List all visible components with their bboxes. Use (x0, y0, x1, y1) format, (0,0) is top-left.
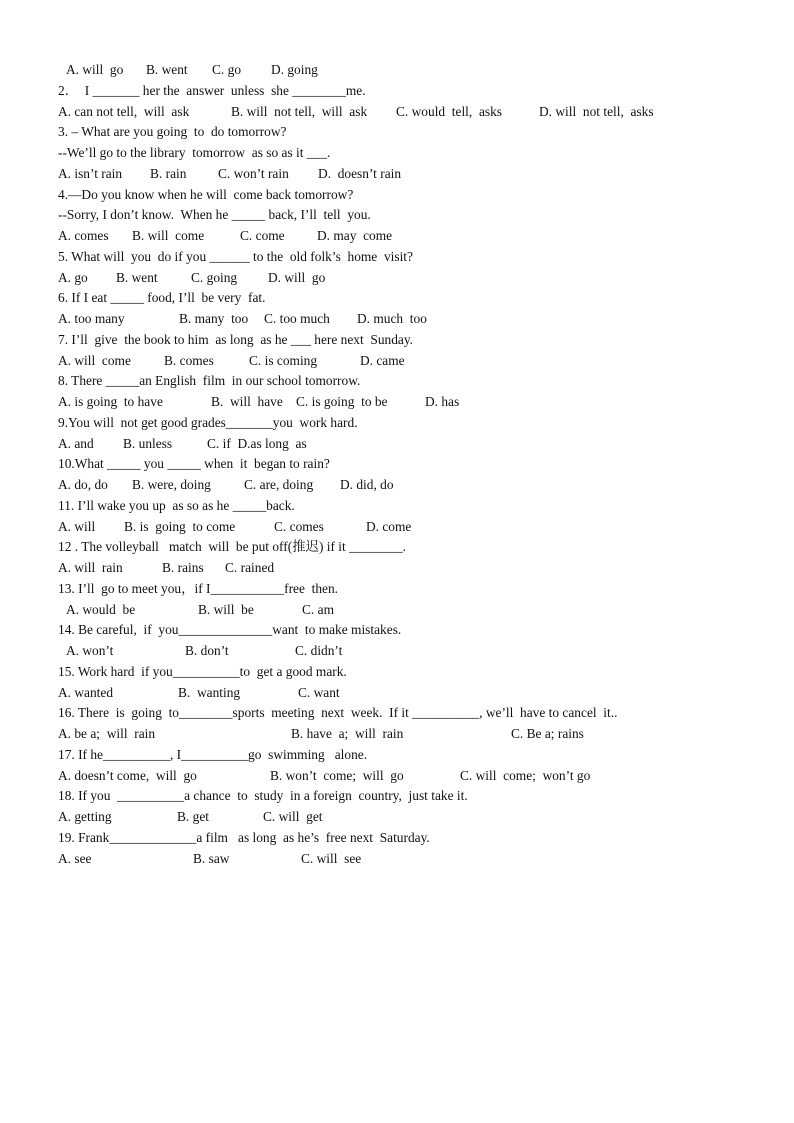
answer-option: A. will (58, 518, 96, 534)
question-line: 4.—Do you know when he will come back tomorrow? (58, 186, 354, 202)
answer-option: B. many too (179, 311, 249, 326)
answer-option: B. will not tell, will ask (231, 103, 368, 119)
answer-option: D. much too (357, 311, 427, 326)
question-line: 8. There _____an English film in our school tomorrow. (58, 373, 361, 389)
answer-option: D. going (271, 62, 318, 77)
answer-option: B. have a; will rain (291, 726, 404, 741)
question-line: 10.What _____ you _____ when it began to rain? (58, 456, 330, 472)
answer-option: C. Be a; rains (511, 726, 584, 741)
question-line: 5. What will you do if you ______ to the old folk’s home visit? (58, 248, 413, 264)
answer-option: A. will go (66, 62, 124, 77)
question-line: 12 . The volleyball match will be put off(推迟) if it ________. (58, 539, 406, 555)
answer-option: B. went (116, 269, 158, 285)
answer-option: C. rained (225, 560, 275, 575)
answer-option: C. won’t rain (218, 165, 289, 181)
question-line: 13. I’ll go to meet you，if I___________free then. (58, 580, 339, 596)
answer-option: A. go (58, 269, 88, 285)
question-line: 2． I _______ her the answer unless she ________me. (58, 82, 366, 98)
answer-option: B. will be (198, 601, 254, 617)
answer-option: C. will come; won’t go (460, 767, 591, 783)
answer-option: B. unless (123, 435, 173, 451)
answer-option: B. won’t come; will go (270, 767, 404, 783)
answer-option: C. will see (301, 850, 362, 866)
answer-option: B. wanting (178, 684, 241, 700)
answer-option: A. doesn’t come, will go (58, 767, 197, 783)
answer-option: A. and (58, 435, 94, 451)
answer-option: A. do, do (58, 477, 108, 492)
answer-option: B. were, doing (132, 477, 211, 492)
answer-option: C. if D.as long as (207, 435, 307, 451)
answer-option: A. wanted (58, 684, 114, 700)
answer-option: C. didn’t (295, 643, 343, 658)
question-line: 14. Be careful, if you______________want to make mistakes. (58, 622, 402, 638)
answer-option: D. came (360, 352, 405, 368)
answer-option: D. doesn’t rain (318, 165, 402, 181)
answer-option: D. may come (317, 228, 393, 243)
answer-option: A. will come (58, 352, 131, 368)
answer-option: B. rains (162, 560, 204, 575)
answer-option: D. has (425, 394, 460, 409)
question-line: --Sorry, I don’t know. When he _____ back, I’ll tell you. (58, 207, 371, 223)
answer-option: C. is coming (249, 352, 318, 368)
answer-option: C. am (302, 601, 334, 617)
answer-option: B. saw (193, 850, 230, 866)
answer-option: C. going (191, 269, 238, 285)
answer-option: C. go (212, 62, 242, 77)
question-line: 7. I’ll give the book to him as long as he ___ here next Sunday. (58, 331, 414, 347)
answer-option: B. is going to come (124, 518, 236, 534)
answer-option: C. is going to be (296, 394, 388, 409)
answer-option: A. be a; will rain (58, 726, 156, 741)
answer-option: C. will get (263, 809, 323, 824)
answer-option: B. rain (150, 165, 187, 181)
answer-option: B. don’t (185, 643, 229, 658)
answer-option: A. can not tell, will ask (58, 103, 190, 119)
answer-option: A. getting (58, 809, 112, 824)
answer-option: A. comes (58, 228, 109, 243)
answer-option: C. come (240, 228, 285, 243)
answer-option: D. will not tell, asks (539, 103, 654, 119)
question-line: 11. I’ll wake you up as so as he _____back. (58, 497, 295, 513)
answer-option: D. did, do (340, 477, 394, 492)
answer-option: B. comes (164, 352, 214, 368)
answer-option: A. is going to have (58, 394, 163, 409)
answer-option: C. want (298, 684, 340, 700)
answer-option: B. get (177, 809, 209, 824)
question-line: 3. – What are you going to do tomorrow? (58, 124, 287, 140)
answer-option: C. would tell, asks (396, 103, 503, 119)
answer-option: C. comes (274, 518, 324, 534)
question-line: 18. If you __________a chance to study in a foreign country, just take it. (58, 788, 468, 804)
answer-option: A. see (58, 850, 92, 866)
question-line: 19. Frank_____________a film as long as he’s free next Saturday. (58, 829, 430, 845)
answer-option: D. come (366, 518, 412, 534)
question-line: 9.You will not get good grades_______you work hard. (58, 414, 358, 430)
answer-option: A. will rain (58, 560, 123, 575)
answer-option: A. isn’t rain (58, 165, 123, 181)
answer-option: A. too many (58, 311, 125, 326)
answer-option: A. would be (66, 601, 136, 617)
answer-option: A. won’t (66, 643, 114, 658)
answer-option: B. went (146, 62, 188, 77)
answer-option: B. will come (132, 228, 205, 243)
question-line: 6. If I eat _____ food, I’ll be very fat. (58, 290, 266, 306)
question-line: 15. Work hard if you__________to get a good mark. (58, 663, 347, 679)
answer-option: D. will go (268, 269, 326, 285)
question-line: 16. There is going to________sports meeting next week. If it __________, we’ll have to cancel it.. (58, 705, 618, 721)
question-line: --We’ll go to the library tomorrow as so as it ___. (58, 145, 331, 160)
question-line: 17. If he__________, I__________go swimming alone. (58, 746, 368, 762)
answer-option: C. are, doing (244, 477, 314, 492)
answer-option: C. too much (264, 311, 330, 326)
answer-option: B. will have (211, 394, 283, 409)
